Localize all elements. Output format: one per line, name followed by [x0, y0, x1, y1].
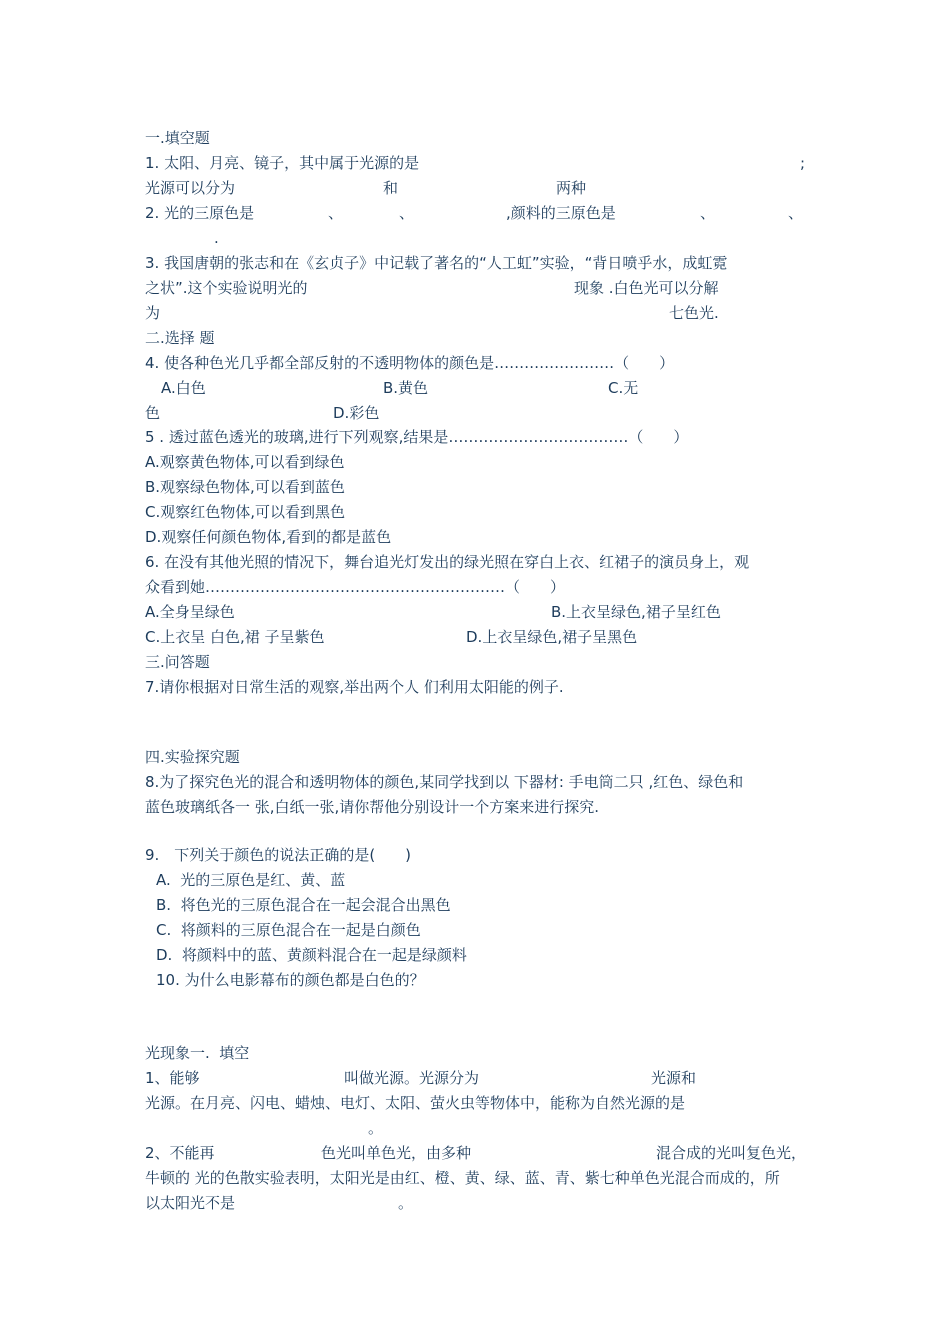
- q7-text: 7.请你根据对日常生活的观察,举出两个人 们利用太阳能的例子.: [145, 678, 564, 696]
- q10-text: 10. 为什么电影幕布的颜色都是白色的？: [156, 971, 425, 989]
- q3-line2b: 现象 .白色光可以分解: [574, 279, 719, 297]
- q1-line2: 光源可以分为: [145, 179, 236, 197]
- q6-option-c: C.上衣呈 白色,裙 子呈紫色: [145, 628, 325, 646]
- section-heading-experiment: 四.实验探究题: [145, 748, 240, 766]
- q9-option-c: C. 将颜料的三原色混合在一起是白颜色: [156, 921, 421, 939]
- q2-text-a: 2. 光的三原色是: [145, 204, 255, 222]
- q9-option-a: A. 光的三原色是红、黄、蓝: [156, 871, 346, 889]
- s5-q2-end: 。: [398, 1194, 414, 1212]
- q3-line3b: 七色光.: [669, 304, 719, 322]
- q8-line2: 蓝色玻璃纸各一 张,白纸一张,请你帮他分别设计一个方案来进行探究.: [145, 798, 600, 816]
- s5-q1-part-a: 1、能够: [145, 1069, 200, 1087]
- s5-q2-part-b: 色光叫单色光，由多种: [321, 1144, 472, 1162]
- q4-option-d: D.彩色: [333, 404, 380, 422]
- q4-option-b: B.黄色: [383, 379, 429, 397]
- q5-stem: 5 . 透过蓝色透光的玻璃,进行下列观察,结果是………………………………（ ）: [145, 428, 689, 446]
- section-heading-choice: 二.选择 题: [145, 329, 215, 347]
- q2-comma: 、: [788, 204, 804, 222]
- q2-period: .: [214, 229, 219, 247]
- s5-q1-line2: 光源。在月亮、闪电、蜡烛、电灯、太阳、萤火虫等物体中，能称为自然光源的是: [145, 1094, 686, 1112]
- q1-text: 1. 太阳、月亮、镜子，其中属于光源的是: [145, 154, 420, 172]
- q9-option-d: D. 将颜料中的蓝、黄颜料混合在一起是绿颜料: [156, 946, 467, 964]
- q4-option-c: C.无: [608, 379, 639, 397]
- s5-q1-part-b: 叫做光源。光源分为: [344, 1069, 480, 1087]
- q6-option-a: A.全身呈绿色: [145, 603, 235, 621]
- s5-q2-part-a: 2、不能再: [145, 1144, 215, 1162]
- q6-option-d: D.上衣呈绿色,裙子呈黑色: [466, 628, 638, 646]
- q5-option-b: B.观察绿色物体,可以看到蓝色: [145, 478, 345, 496]
- q9-stem: 9. 下列关于颜色的说法正确的是( ): [145, 846, 412, 864]
- q3-line1: 3. 我国唐朝的张志和在《玄贞子》中记载了著名的“人工虹”实验，“背日喷乎水，成虹霓: [145, 254, 728, 272]
- q4-stem: 4. 使各种色光几乎都全部反射的不透明物体的颜色是……………………（ ）: [145, 354, 675, 372]
- section-heading-qa: 三.问答题: [145, 653, 210, 671]
- q1-and: 和: [383, 179, 399, 197]
- q4-option-c-cont: 色: [145, 404, 161, 422]
- s5-q2-part-c: 混合成的光叫复色光，: [656, 1144, 807, 1162]
- q6-stem-line1: 6. 在没有其他光照的情况下，舞台追光灯发出的绿光照在穿白上衣、红裙子的演员身上，观: [145, 553, 750, 571]
- q9-option-b: B. 将色光的三原色混合在一起会混合出黑色: [156, 896, 451, 914]
- q6-stem-line2: 众看到她……………………………………………………（ ）: [145, 578, 566, 596]
- q2-comma: 、: [328, 204, 344, 222]
- s5-q2-line3: 以太阳光不是: [145, 1194, 236, 1212]
- q5-option-c: C.观察红色物体,可以看到黑色: [145, 503, 346, 521]
- s5-q1-part-c: 光源和: [651, 1069, 697, 1087]
- q2-text-b: ,颜料的三原色是: [506, 204, 616, 222]
- s5-q2-line2: 牛顿的 光的色散实验表明，太阳光是由红、橙、黄、绿、蓝、青、紫七种单色光混合而成的，所: [145, 1169, 780, 1187]
- q2-comma: 、: [399, 204, 415, 222]
- q4-option-a: A.白色: [161, 379, 206, 397]
- q3-line2a: 之状”.这个实验说明光的: [145, 279, 308, 297]
- q5-option-a: A.观察黄色物体,可以看到绿色: [145, 453, 345, 471]
- q2-comma: 、: [700, 204, 716, 222]
- q8-line1: 8.为了探究色光的混合和透明物体的颜色,某同学找到以 下器材: 手电筒二只 ,红色、绿色和: [145, 773, 744, 791]
- section-heading-fill-blank: 一.填空题: [145, 129, 210, 147]
- q1-semicolon: ;: [800, 154, 806, 172]
- q3-line3a: 为: [145, 304, 161, 322]
- q6-option-b: B.上衣呈绿色,裙子呈红色: [551, 603, 721, 621]
- s5-q1-end: 。: [368, 1119, 384, 1137]
- q5-option-d: D.观察任何颜色物体,看到的都是蓝色: [145, 528, 392, 546]
- section-heading-light-phenomena: 光现象一. 填空: [145, 1044, 250, 1062]
- q1-kinds: 两种: [556, 179, 587, 197]
